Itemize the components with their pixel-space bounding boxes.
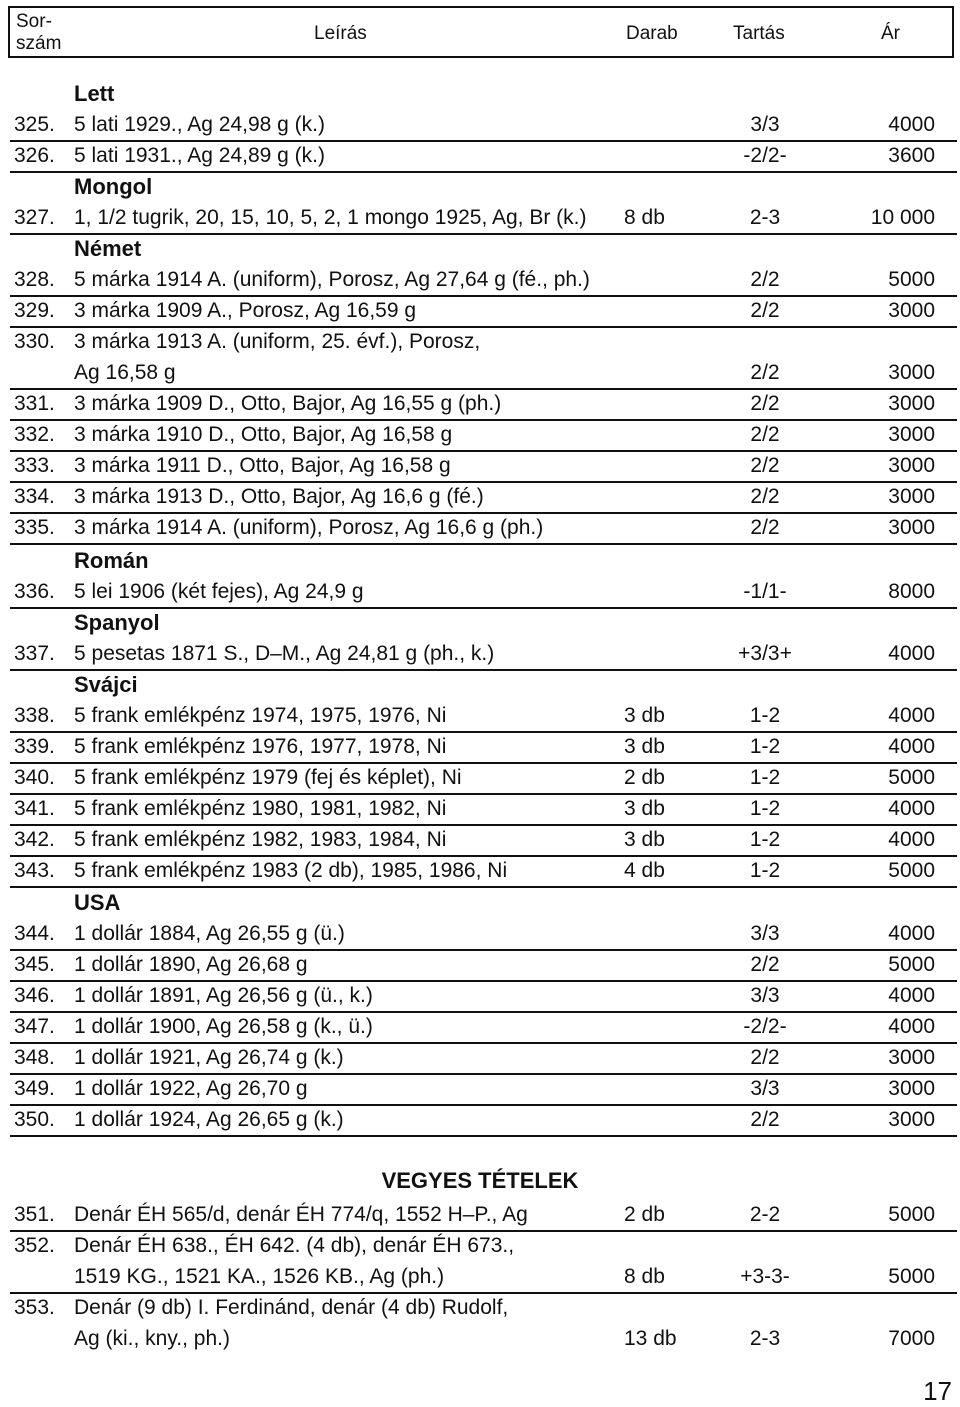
lot-description: 1519 KG., 1521 KA., 1526 KB., Ag (ph.) xyxy=(74,1265,445,1288)
table-row xyxy=(10,202,957,235)
page-number: 17 xyxy=(923,1376,952,1406)
table-row xyxy=(10,1104,957,1137)
table-row xyxy=(10,793,957,826)
lot-price: 7000 xyxy=(888,1327,935,1350)
lot-number: 325. xyxy=(14,113,55,136)
table-header xyxy=(8,6,954,58)
lot-number: 341. xyxy=(14,797,55,820)
table-row xyxy=(10,731,957,764)
lot-grade: 2-3 xyxy=(749,1327,781,1350)
lot-price: 4000 xyxy=(888,642,935,665)
table-row xyxy=(10,1042,957,1075)
lot-description: Denár ÉH 565/d, denár ÉH 774/q, 1552 H–P., Ag xyxy=(74,1203,528,1226)
lot-price: 3000 xyxy=(888,454,935,477)
lot-price: 4000 xyxy=(888,735,935,758)
table-row xyxy=(10,824,957,857)
lot-description: 1 dollár 1900, Ag 26,58 g (k., ü.) xyxy=(74,1015,373,1038)
lot-price: 10 000 xyxy=(870,206,935,229)
lot-number: 338. xyxy=(14,704,55,727)
table-row xyxy=(10,918,957,951)
lot-price: 4000 xyxy=(888,704,935,727)
lot-description: 5 frank emlékpénz 1980, 1981, 1982, Ni xyxy=(74,797,447,820)
lot-grade: -2/2- xyxy=(743,144,787,167)
lot-price: 4000 xyxy=(888,1015,935,1038)
lot-description: 5 frank emlékpénz 1976, 1977, 1978, Ni xyxy=(74,735,447,758)
lot-quantity: 2 db xyxy=(624,766,665,789)
lot-grade: 2/2 xyxy=(750,1108,780,1131)
lot-description: 5 frank emlékpénz 1979 (fej és képlet), Ni xyxy=(74,766,462,789)
lot-price: 3000 xyxy=(888,1046,935,1069)
lot-description: 1 dollár 1884, Ag 26,55 g (ü.) xyxy=(74,922,345,945)
table-row xyxy=(10,109,957,142)
table-row xyxy=(10,264,957,297)
lot-grade: 1-2 xyxy=(749,859,781,882)
lot-number: 339. xyxy=(14,735,55,758)
table-row xyxy=(10,1323,957,1354)
lot-number: 347. xyxy=(14,1015,55,1038)
lot-description: Denár (9 db) I. Ferdinánd, denár (4 db) Rudolf, xyxy=(74,1296,509,1319)
lot-grade: 3/3 xyxy=(750,113,780,136)
lot-number: 336. xyxy=(14,580,55,603)
lot-description: 5 lei 1906 (két fejes), Ag 24,9 g xyxy=(74,580,364,603)
lot-grade: +3/3+ xyxy=(738,642,792,665)
lot-number: 351. xyxy=(14,1203,55,1226)
lot-price: 3000 xyxy=(888,392,935,415)
table-row xyxy=(10,1073,957,1106)
lot-grade: 3/3 xyxy=(750,922,780,945)
lot-grade: 2/2 xyxy=(750,516,780,539)
header-darab: Darab xyxy=(626,23,678,44)
lot-description: 1 dollár 1922, Ag 26,70 g xyxy=(74,1077,308,1100)
lot-number: 333. xyxy=(14,454,55,477)
lot-description: Denár ÉH 638., ÉH 642. (4 db), denár ÉH 673., xyxy=(74,1234,515,1257)
lot-quantity: 4 db xyxy=(624,859,665,882)
lot-number: 334. xyxy=(14,485,55,508)
lot-quantity: 3 db xyxy=(624,828,665,851)
lot-price: 4000 xyxy=(888,984,935,1007)
lot-grade: 1-2 xyxy=(749,735,781,758)
lot-grade: 1-2 xyxy=(749,704,781,727)
lot-price: 5000 xyxy=(888,268,935,291)
table-row xyxy=(10,855,957,888)
section-nemet: Német xyxy=(74,236,142,261)
lot-number: 326. xyxy=(14,144,55,167)
table-row xyxy=(10,700,957,733)
lot-price: 3000 xyxy=(888,485,935,508)
table-row xyxy=(10,295,957,328)
lot-description: 5 pesetas 1871 S., D–M., Ag 24,81 g (ph., k.) xyxy=(74,642,495,665)
lot-number: 332. xyxy=(14,423,55,446)
lot-description: 5 lati 1929., Ag 24,98 g (k.) xyxy=(74,113,325,136)
lot-description: 5 lati 1931., Ag 24,89 g (k.) xyxy=(74,144,325,167)
lot-description: 3 márka 1913 A. (uniform, 25. évf.), Porosz, xyxy=(74,330,481,353)
lot-number: 331. xyxy=(14,392,55,415)
section-mongol: Mongol xyxy=(74,174,153,199)
lot-grade: 2-3 xyxy=(749,206,781,229)
table-row xyxy=(10,357,957,390)
table-row xyxy=(10,140,957,173)
lot-price: 4000 xyxy=(888,922,935,945)
lot-number: 342. xyxy=(14,828,55,851)
lot-number: 340. xyxy=(14,766,55,789)
lot-description: 5 frank emlékpénz 1983 (2 db), 1985, 1986, Ni xyxy=(74,859,508,882)
lot-quantity: 3 db xyxy=(624,735,665,758)
table-row xyxy=(10,1292,957,1323)
section-usa: USA xyxy=(74,890,121,915)
lot-number: 348. xyxy=(14,1046,55,1069)
table-row xyxy=(10,1230,957,1261)
lot-number: 343. xyxy=(14,859,55,882)
lot-price: 3000 xyxy=(888,361,935,384)
lot-number: 327. xyxy=(14,206,55,229)
header-sorszam: Sor- szám xyxy=(16,11,62,54)
lot-grade: +3-3- xyxy=(740,1265,790,1288)
lot-description: Ag (ki., kny., ph.) xyxy=(74,1327,230,1350)
lot-description: 1, 1/2 tugrik, 20, 15, 10, 5, 2, 1 mongo 1925, Ag, Br (k.) xyxy=(74,206,587,229)
lot-price: 4000 xyxy=(888,828,935,851)
lot-description: 1 dollár 1891, Ag 26,56 g (ü., k.) xyxy=(74,984,373,1007)
lot-grade: 1-2 xyxy=(749,797,781,820)
lot-price: 5000 xyxy=(888,1265,935,1288)
lot-grade: 2/2 xyxy=(750,953,780,976)
lot-quantity: 3 db xyxy=(624,797,665,820)
lot-price: 3000 xyxy=(888,423,935,446)
lot-price: 5000 xyxy=(888,953,935,976)
table-row xyxy=(10,388,957,421)
lot-number: 353. xyxy=(14,1296,55,1319)
section-lett: Lett xyxy=(74,81,115,106)
header-leiras: Leírás xyxy=(314,23,367,44)
lot-grade: 3/3 xyxy=(750,1077,780,1100)
lot-price: 4000 xyxy=(888,797,935,820)
table-row xyxy=(10,1261,957,1294)
lot-price: 5000 xyxy=(888,1203,935,1226)
lot-price: 3000 xyxy=(888,516,935,539)
lot-quantity: 2 db xyxy=(624,1203,665,1226)
lot-number: 349. xyxy=(14,1077,55,1100)
table-row xyxy=(10,450,957,483)
lot-description: 5 frank emlékpénz 1974, 1975, 1976, Ni xyxy=(74,704,447,727)
lot-price: 5000 xyxy=(888,766,935,789)
table-row xyxy=(10,638,957,671)
lot-number: 350. xyxy=(14,1108,55,1131)
section-svajci: Svájci xyxy=(74,672,138,697)
table-row xyxy=(10,762,957,795)
lot-number: 344. xyxy=(14,922,55,945)
header-tartas: Tartás xyxy=(733,23,785,44)
section-roman: Román xyxy=(74,548,149,573)
table-row xyxy=(10,1199,957,1232)
lot-description: 3 márka 1909 A., Porosz, Ag 16,59 g xyxy=(74,299,417,322)
lot-description: 1 dollár 1924, Ag 26,65 g (k.) xyxy=(74,1108,344,1131)
lot-grade: 2/2 xyxy=(750,299,780,322)
lot-grade: 2/2 xyxy=(750,268,780,291)
lot-grade: 2/2 xyxy=(750,485,780,508)
lot-price: 3000 xyxy=(888,299,935,322)
lot-number: 329. xyxy=(14,299,55,322)
table-row xyxy=(10,512,957,545)
lot-grade: 3/3 xyxy=(750,984,780,1007)
lot-number: 335. xyxy=(14,516,55,539)
lot-number: 346. xyxy=(14,984,55,1007)
table-row xyxy=(10,949,957,982)
lot-price: 3000 xyxy=(888,1108,935,1131)
table-row xyxy=(10,481,957,514)
lot-grade: 1-2 xyxy=(749,766,781,789)
vegyes-tetelek-title: VEGYES TÉTELEK xyxy=(381,1168,579,1193)
lot-price: 3000 xyxy=(888,1077,935,1100)
lot-description: 3 márka 1911 D., Otto, Bajor, Ag 16,58 g xyxy=(74,454,451,477)
lot-price: 5000 xyxy=(888,859,935,882)
lot-quantity: 8 db xyxy=(624,1265,665,1288)
lot-description: 3 márka 1910 D., Otto, Bajor, Ag 16,58 g xyxy=(74,423,453,446)
lot-number: 337. xyxy=(14,642,55,665)
lot-grade: 2/2 xyxy=(750,392,780,415)
lot-number: 345. xyxy=(14,953,55,976)
lot-grade: 2-2 xyxy=(749,1203,781,1226)
lot-description: Ag 16,58 g xyxy=(74,361,176,384)
lot-grade: 1-2 xyxy=(749,828,781,851)
lot-description: 3 márka 1909 D., Otto, Bajor, Ag 16,55 g (ph.) xyxy=(74,392,502,415)
lot-description: 1 dollár 1921, Ag 26,74 g (k.) xyxy=(74,1046,344,1069)
lot-quantity: 3 db xyxy=(624,704,665,727)
lot-quantity: 8 db xyxy=(624,206,665,229)
lot-description: 3 márka 1913 D., Otto, Bajor, Ag 16,6 g (fé.) xyxy=(74,485,484,508)
table-row xyxy=(10,326,957,357)
lot-grade: -1/1- xyxy=(743,580,787,603)
header-ar: Ár xyxy=(881,23,900,44)
lot-grade: 2/2 xyxy=(750,423,780,446)
lot-description: 5 márka 1914 A. (uniform), Porosz, Ag 27,64 g (fé., ph.) xyxy=(74,268,590,291)
lot-description: 5 frank emlékpénz 1982, 1983, 1984, Ni xyxy=(74,828,447,851)
lot-grade: 2/2 xyxy=(750,454,780,477)
lot-grade: 2/2 xyxy=(750,1046,780,1069)
lot-price: 4000 xyxy=(888,113,935,136)
lot-grade: 2/2 xyxy=(750,361,780,384)
lot-number: 328. xyxy=(14,268,55,291)
table-row xyxy=(10,980,957,1013)
lot-grade: -2/2- xyxy=(743,1015,787,1038)
lot-description: 3 márka 1914 A. (uniform), Porosz, Ag 16,6 g (ph.) xyxy=(74,516,544,539)
table-row xyxy=(10,576,957,609)
lot-number: 330. xyxy=(14,330,55,353)
lot-price: 3600 xyxy=(888,144,935,167)
lot-number: 352. xyxy=(14,1234,55,1257)
section-spanyol: Spanyol xyxy=(74,610,160,635)
table-row xyxy=(10,1011,957,1044)
table-row xyxy=(10,419,957,452)
lot-price: 8000 xyxy=(888,580,935,603)
lot-description: 1 dollár 1890, Ag 26,68 g xyxy=(74,953,308,976)
lot-quantity: 13 db xyxy=(624,1327,677,1350)
